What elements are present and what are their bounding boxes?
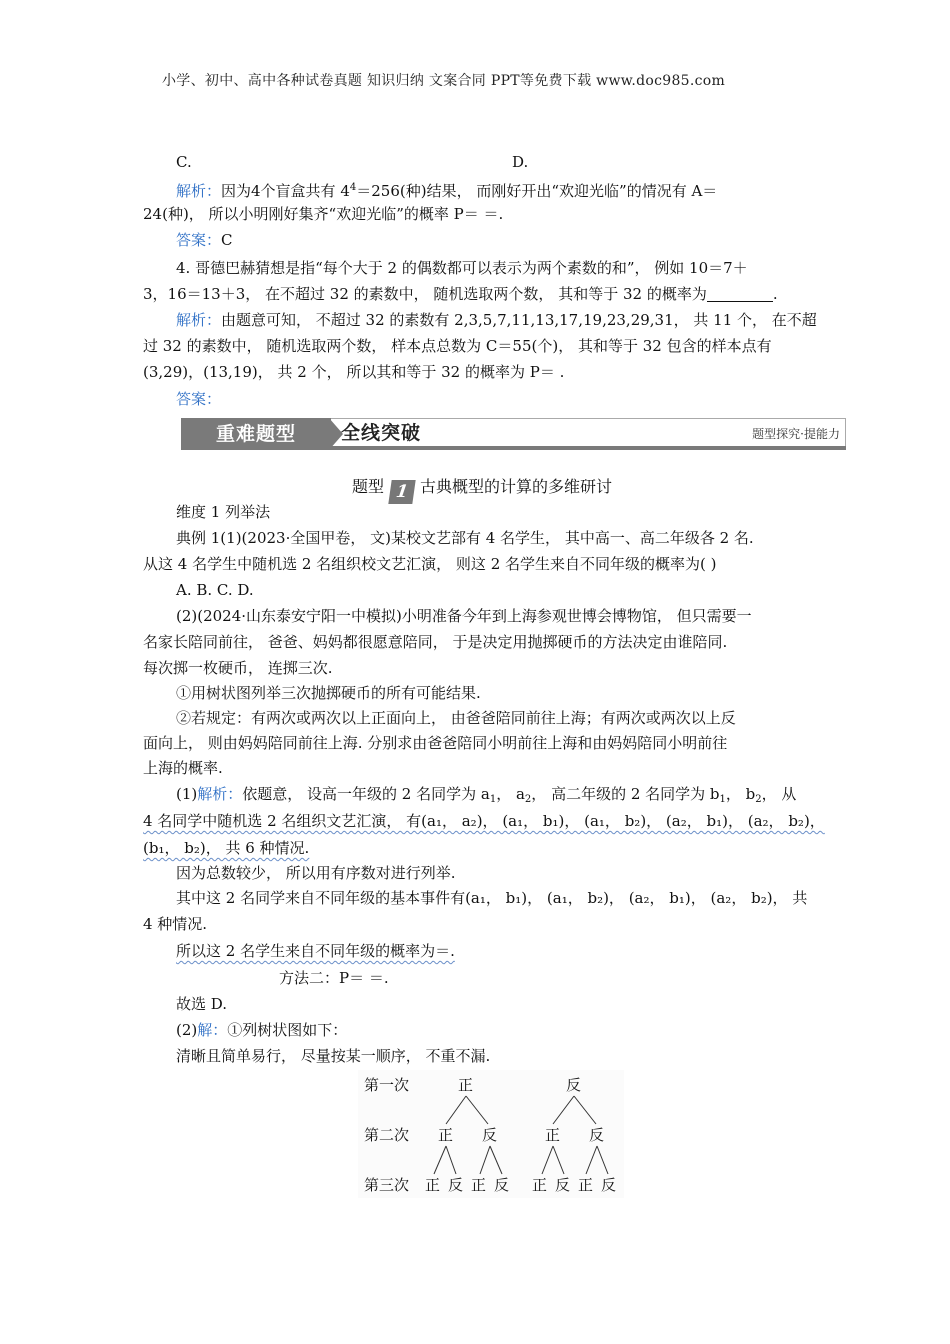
tree-node-l2-fan-a: 反 [482, 1126, 498, 1144]
answer-blank [707, 287, 773, 302]
q3-analysis-line2: 24(种)， 所以小明刚好集齐“欢迎光临”的概率 P＝ ＝. [143, 205, 504, 223]
q4-analysis-line2: 过 32 的素数中， 随机选取两个数， 样本点总数为 C＝55(个)， 其和等于 32 包含的样本点有 [143, 337, 772, 355]
example-line9: 面向上， 则由妈妈陪同前往上海. 分别求由爸爸陪同小明前往上海和由妈妈陪同小明前往 [143, 734, 728, 752]
tree-leaf: 正 [532, 1176, 548, 1194]
option-c: C. [176, 153, 192, 171]
answer-label: 答案： [176, 231, 222, 249]
solution-line3: (b₁， b₂)， 共 6 种情况. [143, 839, 310, 857]
example-line2: 从这 4 名学生中随机选 2 名组织校文艺汇演， 则这 2 名学生来自不同年级的概率为( ) [143, 555, 717, 573]
tree-node-l1-fan: 反 [566, 1076, 582, 1094]
tree-leaf: 反 [448, 1176, 464, 1194]
tree-leaf: 反 [555, 1176, 571, 1194]
example-options: A. B. C. D. [176, 581, 254, 599]
analysis-label: 解析： [176, 311, 222, 329]
tree-row1-label: 第一次 [364, 1076, 410, 1094]
page-header: 小学、初中、高中各种试卷真题 知识归纳 文案合同 PPT等免费下载 www.doc985.com [162, 73, 726, 89]
solution-line7: 所以这 2 名学生来自不同年级的概率为＝. [176, 942, 455, 960]
solution-method2: 方法二：P＝ ＝. [279, 969, 389, 987]
solution-part2: (2)解：①列树状图如下： [176, 1021, 348, 1039]
solution-line1: (1)解析：依题意， 设高一年级的 2 名同学为 $a_1$， $a_2$， 高二年级的 2 名同学为 $b_1$， $b_2$， 从 [176, 785, 797, 805]
analysis-label: 解析： [197, 785, 243, 803]
example-line7: ①用树状图列举三次抛掷硬币的所有可能结果. [176, 684, 481, 702]
tree-node-l2-fan-b: 反 [589, 1126, 605, 1144]
example-line6: 每次掷一枚硬币， 连掷三次. [143, 659, 333, 677]
example-line4: (2)(2024·山东泰安宁阳一中模拟)小明准备今年到上海参观世博会博物馆， 但只需要一 [176, 607, 752, 625]
q4-line1: 4. 哥德巴赫猜想是指“每个大于 2 的偶数都可以表示为两个素数的和”， 例如 10＝7＋ [176, 259, 748, 277]
option-d: D. [512, 153, 529, 171]
tree-leaf: 正 [471, 1176, 487, 1194]
solution-line2: 4 名同学中随机选 2 名组织文艺汇演， 有(a₁， a₂)， (a₁， b₁)， (a₁， b₂)， (a₂， b₁)， (a₂， b₂)， [143, 812, 825, 830]
banner-right-label: 题型探究·提能力 [752, 427, 840, 441]
banner-left-label: 重难题型 [181, 418, 331, 450]
q4-answer-label: 答案： [176, 390, 222, 408]
solution-tip: 清晰且简单易行， 尽量按某一顺序， 不重不漏. [176, 1047, 491, 1065]
q4-analysis-line1: 解析：由题意可知， 不超过 32 的素数有 2,3,5,7,11,13,17,19,23,29,31， 共 11 个， 在不超 [176, 311, 817, 329]
tree-leaf: 反 [601, 1176, 617, 1194]
example-line5: 名家长陪同前往， 爸爸、妈妈都很愿意陪同， 于是决定用抛掷硬币的方法决定由谁陪同. [143, 633, 728, 651]
tree-row2-label: 第二次 [364, 1126, 410, 1144]
section-title: 题型 1 古典概型的计算的多维研讨 [352, 477, 613, 502]
dimension-heading: 维度 1 列举法 [176, 503, 271, 521]
q3-answer: 答案：C [176, 231, 233, 249]
solution-label: 解： [197, 1021, 228, 1039]
example-line8: ②若规定：有两次或两次以上正面向上， 由爸爸陪同前往上海；有两次或两次以上反 [176, 709, 736, 727]
tree-row3-label: 第三次 [364, 1176, 410, 1194]
tree-node-l1-zheng: 正 [458, 1076, 474, 1094]
example-line10: 上海的概率. [143, 759, 223, 777]
tree-node-l2-zheng-a: 正 [438, 1126, 454, 1144]
analysis-label: 解析： [176, 182, 222, 200]
q3-analysis-line1: 解析：因为4个盲盒共有 $4^4=256$(种)结果， 而刚好开出“欢迎光临”的情况有 A＝ [176, 182, 718, 200]
example-line1: 典例 1(1)(2023·全国甲卷， 文)某校文艺部有 4 名学生， 其中高一、高二年级各 2 名. [176, 529, 754, 547]
tree-leaf: 反 [494, 1176, 510, 1194]
solution-line6: 4 种情况. [143, 915, 208, 933]
section-number-badge: 1 [388, 480, 415, 504]
tree-leaf: 正 [578, 1176, 594, 1194]
coin-toss-tree-diagram [358, 1070, 624, 1198]
banner-mid-label: 全线突破 [341, 422, 422, 444]
tree-leaf: 正 [425, 1176, 441, 1194]
q4-line2: 3，16＝13＋3， 在不超过 32 的素数中， 随机选取两个数， 其和等于 32 的概率为 . [143, 285, 778, 303]
q4-analysis-line3: (3,29)，(13,19)， 共 2 个， 所以其和等于 32 的概率为 P＝ . [143, 363, 565, 381]
solution-choice: 故选 D. [176, 995, 228, 1013]
solution-line5: 其中这 2 名同学来自不同年级的基本事件有(a₁， b₁)， (a₁， b₂)， (a₂， b₁)， (a₂， b₂)， 共 [176, 889, 808, 907]
tree-node-l2-zheng-b: 正 [545, 1126, 561, 1144]
solution-line4: 因为总数较少， 所以用有序数对进行列举. [176, 864, 456, 882]
section-banner [181, 418, 846, 450]
